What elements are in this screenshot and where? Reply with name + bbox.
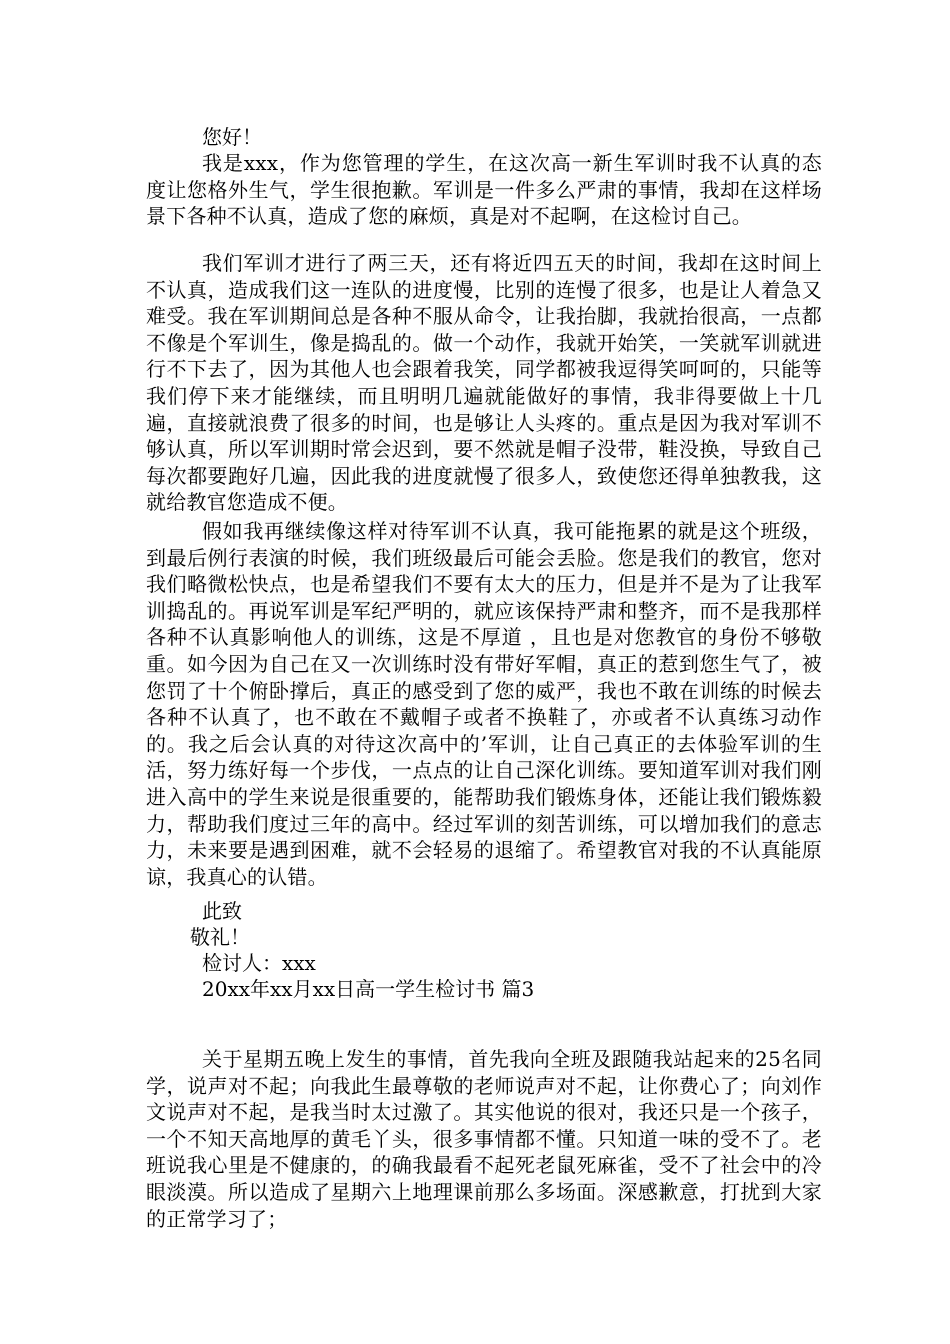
greeting: 您好！ [202, 125, 262, 149]
paragraph-2: 我们军训才进行了两三天，还有将近四五天的时间，我却在这时间上不认真，造成我们这一连队的进度慢，比别的连慢了很多，也是让人着急又难受。我在军训期间总是各种不服从命令，让我抬脚，我就抬很高，一点都不像是个军训生，像是捣乱的。做一个动作，我就开始笑，一笑就军训就进行不下去了，因为其他人也会跟着我笑，同学都被我逗得笑呵呵的，只能等我们停下来才能继续，而且明明几遍就能做好的事情，我非得要做上十几遍，直接就浪费了很多的时间，也是够让人头疼的。重点是因为我对军训不够认真，所以军训期时常会迟到，要不然就是帽子没带，鞋没换，导致自己每次都要跑好几遍，因此我的进度就慢了很多人，致使您还得单独教我，这就给教官您造成不便。 [146, 251, 822, 515]
closing-salutation: 此致 [202, 899, 242, 923]
next-letter-paragraph: 关于星期五晚上发生的事情，首先我向全班及跟随我站起来的25名同学，说声对不起；向我此生最尊敬的老师说声对不起，让你费心了；向刘作文说声对不起，是我当时太过激了。其实他说的很对，我还只是一个孩子，一个不知天高地厚的黄毛丫头，很多事情都不懂。只知道一味的受不了。老班说我心里是不健康的，的确我最看不起死老鼠死麻雀，受不了社会中的冷眼淡漠。所以造成了星期六上地理课前那么多场面。深感歉意，打扰到大家的正常学习了； [146, 1047, 822, 1231]
closing-respect: 敬礼！ [190, 925, 250, 949]
paragraph-1: 我是xxx，作为您管理的学生，在这次高一新生军训时我不认真的态度让您格外生气，学生很抱歉。军训是一件多么严肃的事情，我却在这样场景下各种不认真，造成了您的麻烦，真是对不起啊，在这检讨自己。 [146, 151, 822, 229]
paragraph-3: 假如我再继续像这样对待军训不认真，我可能拖累的就是这个班级，到最后例行表演的时候，我们班级最后可能会丢脸。您是我们的教官，您对我们略微松快点，也是希望我们不要有太大的压力，但是并不是为了让我军训捣乱的。再说军训是军纪严明的，就应该保持严肃和整齐，而不是我那样各种不认真影响他人的训练，这是不厚道 ，且也是对您教官的身份不够敬重。如今因为自己在又一次训练时没有带好军帽，真正的惹到您生气了，被您罚了十个俯卧撑后，真正的感受到了您的威严，我也不敢在训练的时候去各种不认真了，也不敢在不戴帽子或者不换鞋了，亦或者不认真练习动作的。我之后会认真的对待这次高中的’军训，让自己真正的去体验军训的生活，努力练好每一个步伐，一点点的让自己深化训练。要知道军训对我们刚进入高中的学生来说是很重要的，能帮助我们锻炼身体，还能让我们锻炼毅力，帮助我们度过三年的高中。经过军训的刻苦训练，可以增加我们的意志力，未来要是遇到困难，就不会轻易的退缩了。希望教官对我的不认真能原谅，我真心的认错。 [146, 519, 822, 889]
signer: 检讨人：xxx [202, 951, 316, 975]
date-and-next-title: 20xx年xx月xx日高一学生检讨书 篇3 [202, 977, 535, 1001]
